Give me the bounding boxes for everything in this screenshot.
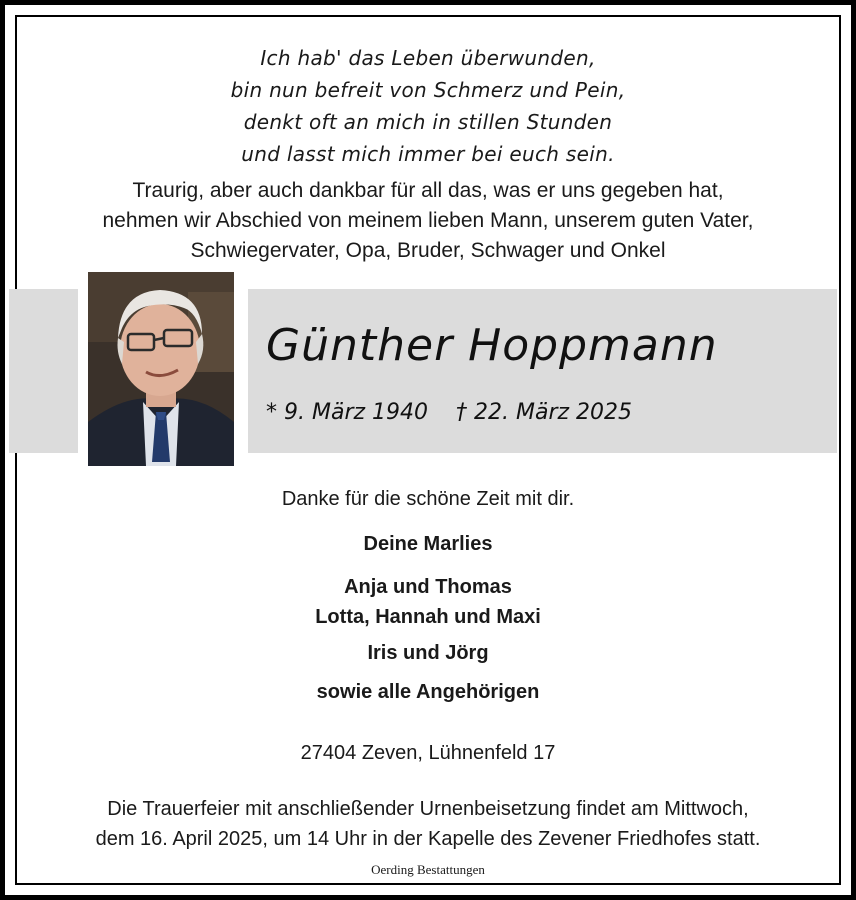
- poem-line: und lasst mich immer bei euch sein.: [241, 142, 615, 166]
- funeral-home: Oerding Bestattungen: [371, 862, 485, 877]
- name-band-left: [9, 289, 78, 453]
- birth-date: * 9. März 1940: [266, 400, 429, 425]
- death-date: † 22. März 2025: [456, 400, 633, 425]
- signature-relatives: sowie alle Angehörigen: [316, 681, 540, 703]
- signature-children: [0, 572, 856, 632]
- service-info: [0, 794, 856, 854]
- poem-line: denkt oft an mich in stillen Stunden: [243, 110, 613, 134]
- intro-text: [0, 176, 856, 266]
- deceased-name: Günther Hoppmann: [266, 320, 718, 371]
- intro-line: nehmen wir Abschied von meinem lieben Mann, unserem guten Vater,: [102, 209, 754, 232]
- address: 27404 Zeven, Lühnenfeld 17: [300, 742, 556, 764]
- intro-line: Traurig, aber auch dankbar für all das, was er uns gegeben hat,: [132, 179, 724, 202]
- intro-line: Schwiegervater, Opa, Bruder, Schwager und Onkel: [190, 239, 666, 262]
- name-band: [248, 289, 837, 453]
- signature-children-2: Iris und Jörg: [367, 642, 489, 664]
- portrait-photo: [88, 272, 234, 466]
- service-line: Die Trauerfeier mit anschließender Urnenbeisetzung findet am Mittwoch,: [107, 798, 749, 820]
- service-line: dem 16. April 2025, um 14 Uhr in der Kapelle des Zevener Friedhofes statt.: [95, 828, 761, 850]
- poem: [0, 42, 856, 170]
- signature-line: Lotta, Hannah und Maxi: [315, 606, 541, 628]
- poem-line: bin nun befreit von Schmerz und Pein,: [230, 78, 626, 102]
- life-dates: [266, 400, 632, 425]
- signature-spouse: Deine Marlies: [363, 533, 493, 555]
- signature-line: Anja und Thomas: [344, 576, 512, 598]
- poem-line: Ich hab' das Leben überwunden,: [260, 46, 596, 70]
- thanks-line: Danke für die schöne Zeit mit dir.: [281, 488, 575, 510]
